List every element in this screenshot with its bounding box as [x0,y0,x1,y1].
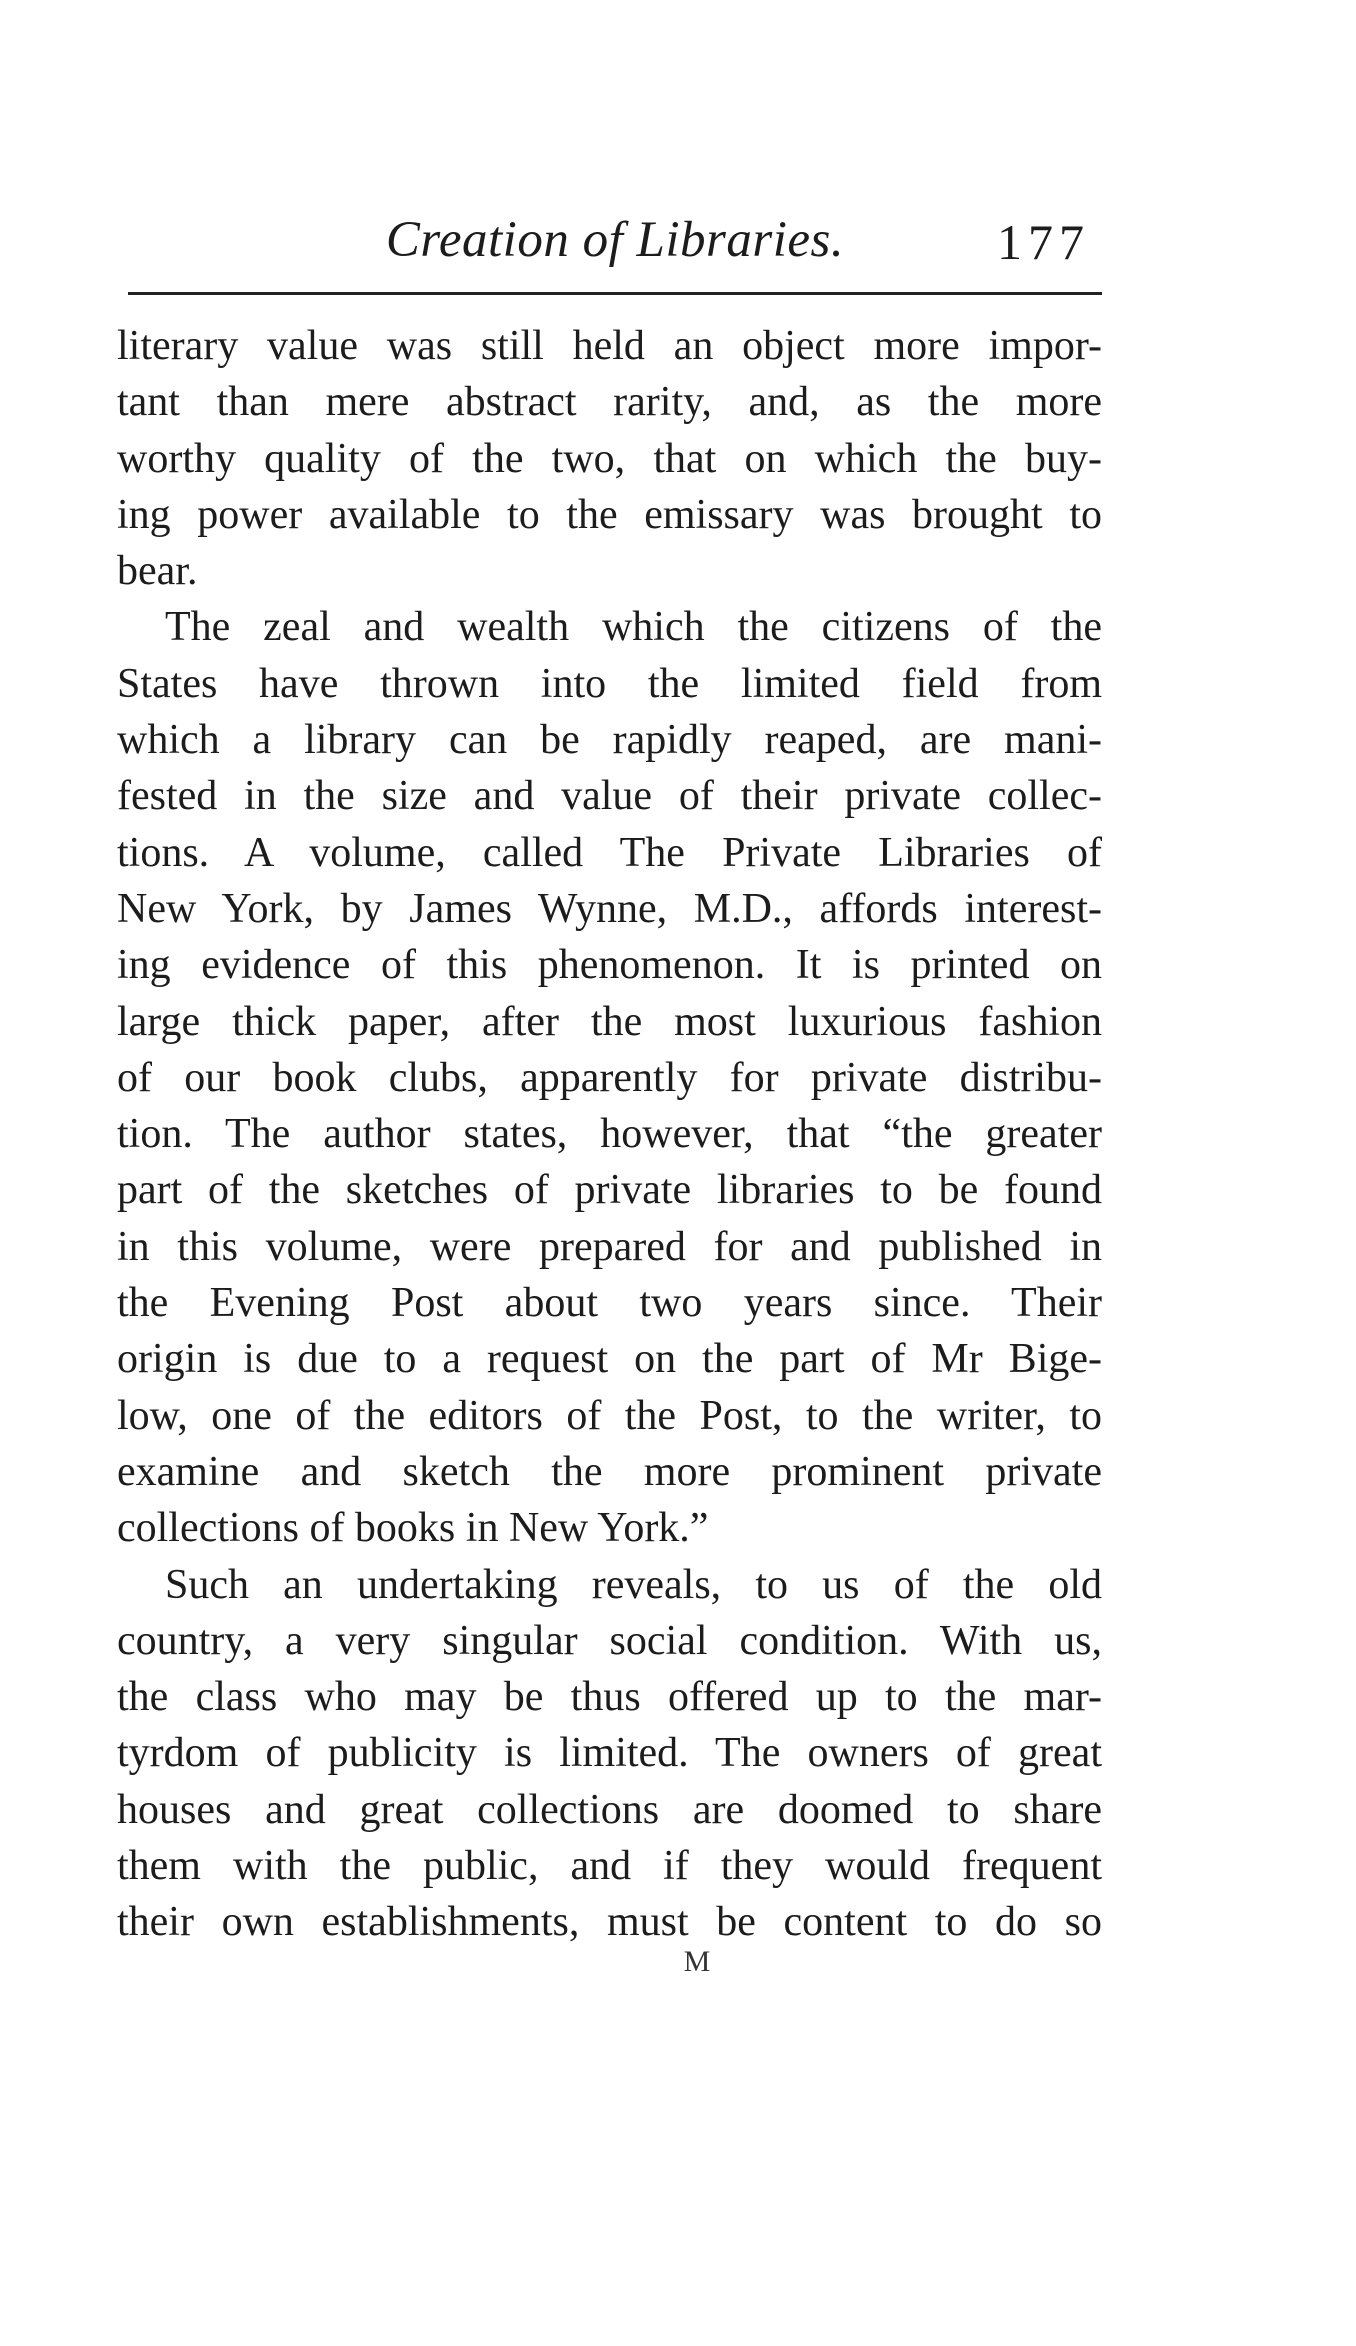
body-text [117,318,1102,1951]
signature-mark: M [683,1945,713,1978]
running-head [128,210,1102,280]
text-line: States have thrown into the limited field from [117,660,1102,707]
page-number: 177 [997,214,1090,270]
text-line: bear. [117,548,198,595]
text-line: tion. The author states, however, that “the greater [117,1111,1102,1158]
text-line: the class who may be thus offered up to the mar- [117,1674,1102,1721]
text-line: fested in the size and value of their private collec- [117,773,1102,820]
text-line: tions. A volume, called The Private Libraries of [117,829,1102,876]
paragraph-2 [117,599,1102,1556]
text-line: tyrdom of publicity is limited. The owners of great [117,1730,1102,1777]
text-line: worthy quality of the two, that on which the buy- [117,435,1102,482]
text-line: The zeal and wealth which the citizens of the [165,604,1102,651]
text-line: ing evidence of this phenomenon. It is printed on [117,942,1102,989]
text-line: their own establishments, must be content to do so [117,1899,1102,1946]
text-line: the Evening Post about two years since. Their [117,1280,1102,1327]
running-title: Creation of Libraries. [385,212,845,268]
text-line: which a library can be rapidly reaped, are mani- [117,717,1102,764]
text-line: tant than mere abstract rarity, and, as the more [117,379,1102,426]
text-line: in this volume, were prepared for and published in [117,1223,1102,1270]
text-line: collections of books in New York.” [117,1505,709,1552]
text-line: country, a very singular social condition. With us, [117,1617,1102,1664]
text-line: examine and sketch the more prominent private [117,1448,1102,1495]
text-line: large thick paper, after the most luxurious fashion [117,998,1102,1045]
text-line: part of the sketches of private libraries to be found [117,1167,1102,1214]
text-line: ing power available to the emissary was brought to [117,491,1102,538]
text-line: low, one of the editors of the Post, to the writer, to [117,1392,1102,1439]
text-line: Such an undertaking reveals, to us of the old [165,1561,1102,1608]
text-line: them with the public, and if they would frequent [117,1843,1102,1890]
text-line: origin is due to a request on the part of Mr Bige- [117,1336,1102,1383]
header-rule [128,292,1102,295]
text-line: houses and great collections are doomed to share [117,1786,1102,1833]
text-line: of our book clubs, apparently for private distribu- [117,1054,1102,1101]
paragraph-3 [117,1557,1102,1951]
paragraph-1 [117,318,1102,599]
text-line: literary value was still held an object more impor- [117,323,1102,369]
text-line: New York, by James Wynne, M.D., affords interest- [117,885,1102,932]
